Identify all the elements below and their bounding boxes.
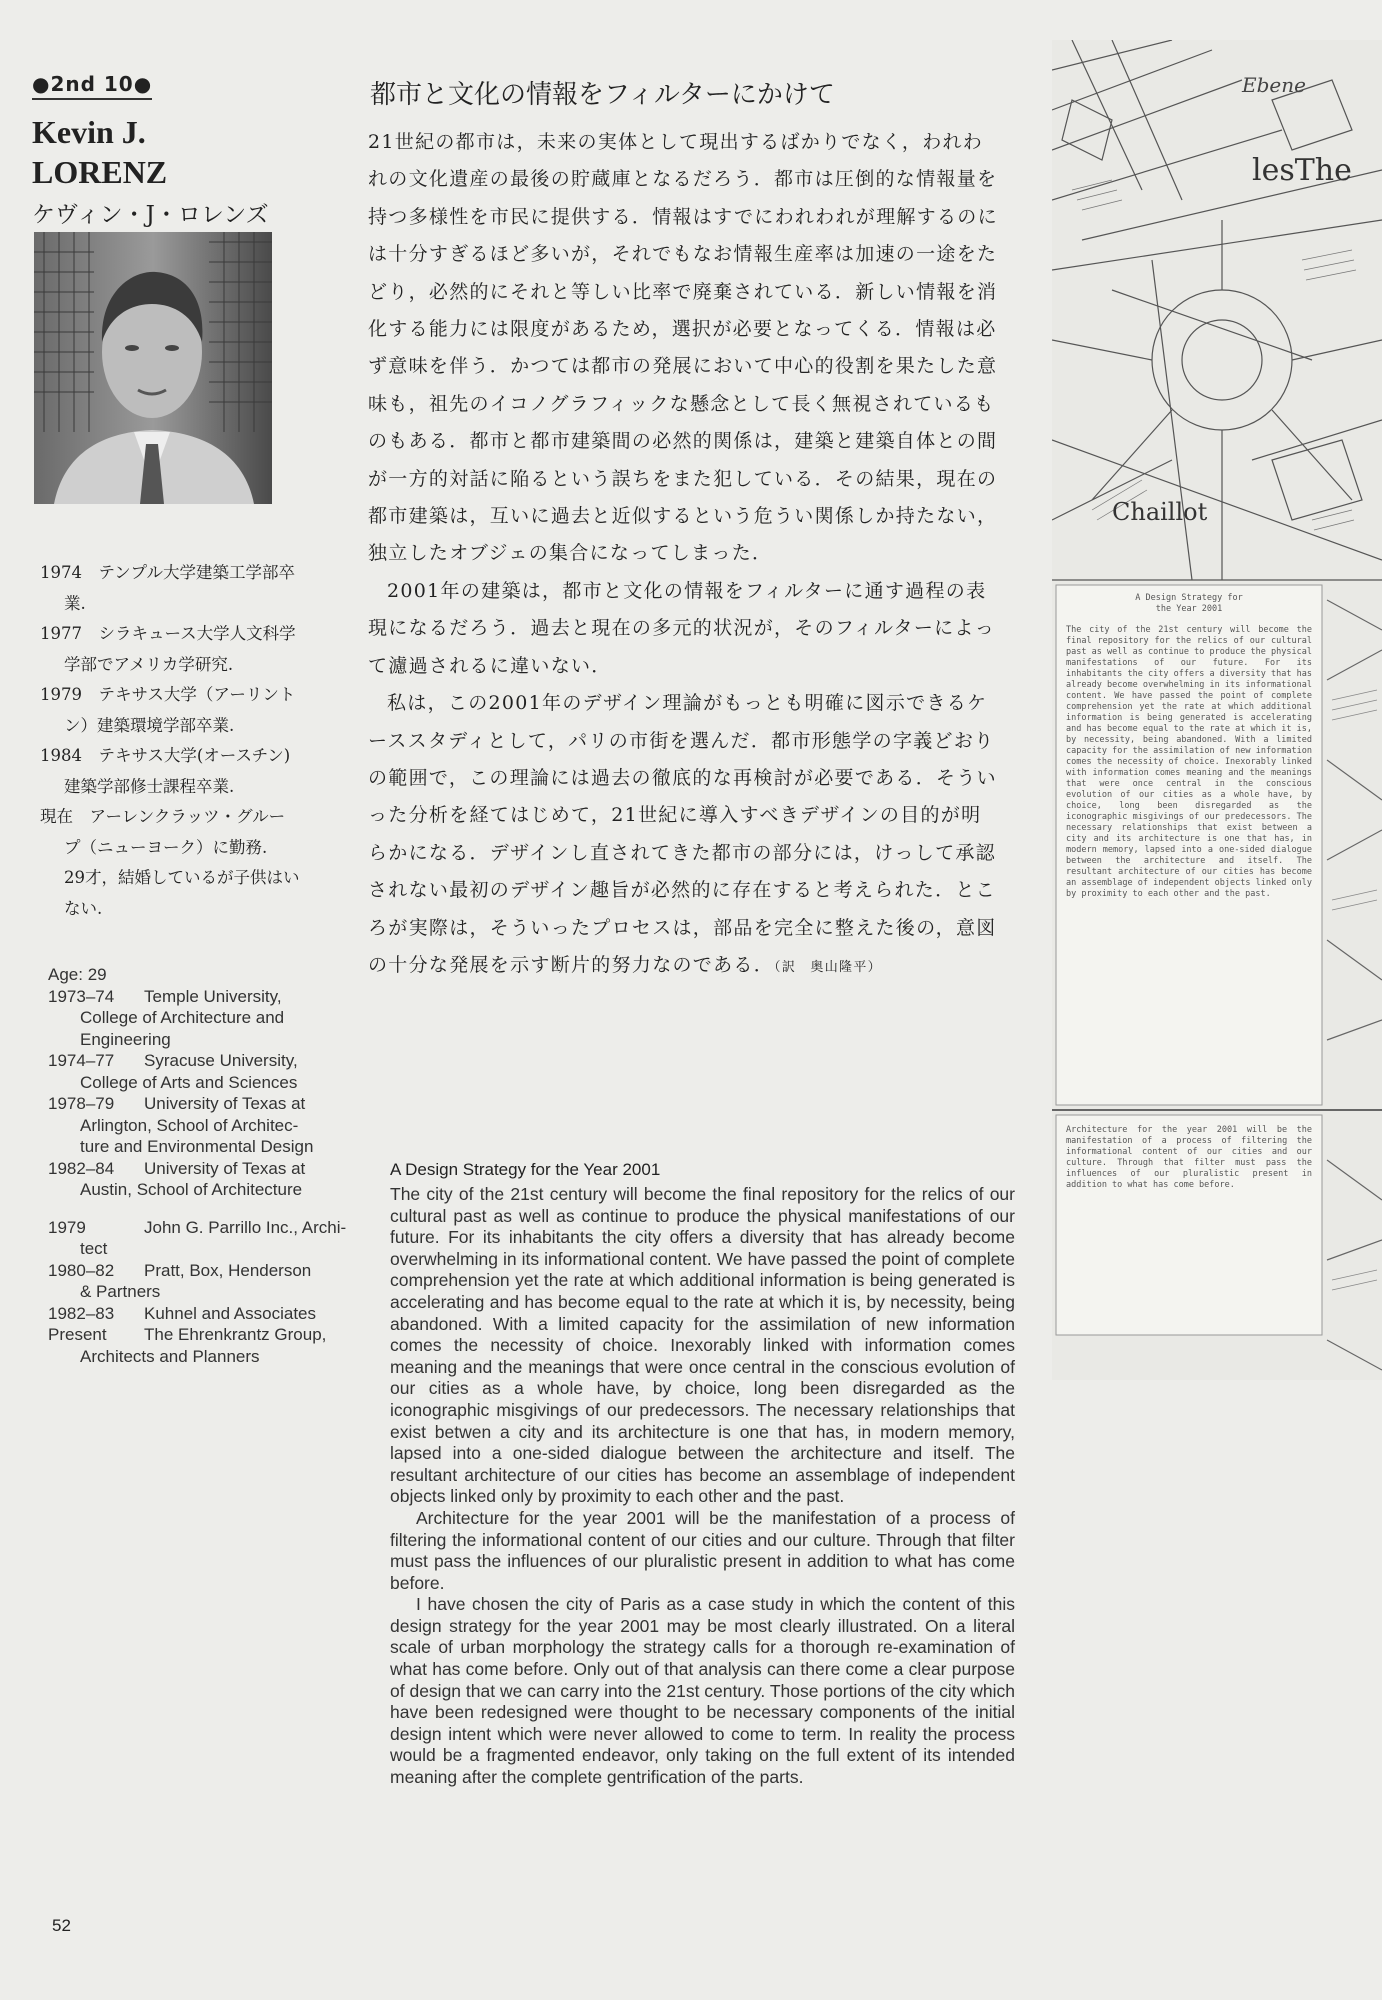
work-item: Present The Ehrenkrantz Group, [48,1325,327,1344]
english-paragraph: The city of the 21st century will become the final repository for the relics of our cultural past as well as continue to produce the physical manifestations of our future. For its inhabitants the city offers a diversity that has already become overwhelming in its informational content. We have passed the point of complete comprehension yet the rate at which additional information is being generated is accelerating and has become equal to the rate at which it is, by necessity, being abandoned. With a limited capacity for the assimilation of new information comes the necessity of choice. Inexorably linked with information comes meaning and the meanings that were once central in the conscious evolution of our cities as a whole have, by choice, long been disregarded as the iconographic misgivings of our predecessors. The necessary relationships that exist betwen a city and its architecture is one that has, in modern memory, lapsed into a one-sided dialogue between the architecture and itself. The resultant architecture of our cities has become an assemblage of independent objects linked only by proximity to each other and the past. [390,1184,1015,1507]
english-paragraph: I have chosen the city of Paris as a case study in which the content of this design strategy for the year 2001 may be most clearly illustrated. On a literal scale of urban morphology the strategy calls for a thorough re-examination of what has come before. Only out of that analysis can there come a clear purpose of design that we can carry into the 21st century. Those portions of the city which have been redesigned were thought to be necessary components of the initial design intent which were never allowed to come to term. In reality the process would be a fragmented endeavor, only taking on the full extent of its intended meaning after the complete gentrification of the parts. [390,1594,1015,1788]
page-number: 52 [52,1916,71,1935]
education-item: 1982–84 University of Texas at [48,1158,306,1178]
map-label-ebene: Ebene [1242,73,1306,97]
japanese-paragraph: 私は，この2001年のデザイン理論がもっとも明確に図示できるケーススタディとして，パリの市街を選んだ．都市形態学の字義どおりの範囲で，この理論には過去の徹底的な再検討が必要である．そういった分析を経てはじめて，21世紀に導入すべきデザインの目的が明らかになる．デザインし直されてきた都市の部分には，けっして承認されない最初のデザイン趣旨が必然的に存在すると考えられた．ところが実際は，そういったプロセスは，部品を完全に整えた後の，意図の十分な発展を示す断片的努力なのである．（訳 奥山隆平） [368,692,997,976]
english-essay-title: A Design Strategy for the Year 2001 [390,1160,661,1179]
jbio-entry-cont: プ（ニューヨーク）に勤務. [64,837,268,857]
competition-rank: ●2nd 10● [32,72,152,100]
education-item: 1978–79 University of Texas at [48,1094,306,1113]
architect-name-katakana: ケヴィン・J・ロレンズ [32,202,269,228]
map-label-chaillot: Chaillot [1112,498,1208,526]
education-item-cont: Engineering [80,1029,171,1049]
jbio-entry: 1984 テキサス大学(オースチン) [40,746,291,765]
education-item-cont: Austin, School of Architecture [80,1180,303,1199]
english-biography [48,964,348,1367]
english-paragraph: Architecture for the year 2001 will be the manifestation of a process of filtering the informational content of our cities and our culture. Through that filter must pass the influences of our pluralistic present in addition to what has come before. [390,1507,1015,1593]
portrait-photo [34,232,272,504]
work-item-cont: tect [80,1239,108,1258]
card2-text: Architecture for the year 2001 will be the manifestation of a process of filtering the informational content of our cities and our culture. Through that filter must pass the influences of our pluralistic present in addition to what has come before. [1066,1125,1312,1190]
card1-title: A Design Strategy for the Year 2001 [1135,593,1243,614]
map-label-lesthe: lesThe [1252,153,1352,188]
japanese-essay-body [368,124,998,986]
education-item-cont: College of Arts and Sciences [80,1072,298,1092]
jbio-note: ない. [64,898,103,918]
portrait-illustration [34,232,272,504]
jbio-entry-cont: ン）建築環境学部卒業. [64,715,235,735]
translator-credit: （訳 奥山隆平） [774,959,882,975]
name-line1: Kevin J. [32,114,146,150]
education-item-cont: Arlington, School of Architec- [80,1115,299,1135]
name-line2: LORENZ [32,154,168,190]
jbio-entry-cont: 学部でアメリカ学研究. [64,654,234,674]
work-item-cont: Architects and Planners [80,1346,260,1366]
japanese-biography [40,558,345,924]
education-item: 1973–74 Temple University, [48,986,282,1006]
work-list [48,1217,348,1368]
card1-text: The city of the 21st century will become the final repository for the relics of our cultural past as well as continue to produce the physical manifestations of our future. For its inhabitants the city offers a diversity that has already become overwhelming in its informational content. We have passed the point of complete comprehension yet the rate at which additional information is being generated is accelerating and has become equal to the rate at which it is, by necessity, being abandoned. With a limited capacity for the assimilation of new information comes the necessity of choice. Inexorably linked with information comes meaning and the meanings that were once central in the conscious evolution of our cities as a whole have, by choice, long been disregarded as the iconographic misgivings of our predecessors. The necessary relationships that exist between a city and its architecture is one that has, in modern memory, lapsed into a one-sided dialogue between the architecture and itself. The resultant architecture of our cities has become an assemblage of independent objects linked only by proximity to each other and the past. [1066,625,1312,899]
jbio-note: 29才，結婚しているが子供はい [64,868,300,887]
paris-map-drawing [1052,40,1382,1380]
japanese-paragraph: 21世紀の都市は，未来の実体として現出するばかりでなく，われわれの文化遺産の最後の貯蔵庫となるだろう．都市は圧倒的な情報量を持つ多様性を市民に提供する．情報はすでにわれわれが理解するのには十分すぎるほど多いが，それでもなお情報生産率は加速の一途をたどり，必然的にそれと等しい比率で廃棄されている．新しい情報を消化する能力には限度があるため，選択が必要となってくる．情報は必ず意味を伴う．かつては都市の発展において中心的役割を果たした意味も，祖先のイコノグラフィックな懸念として長く無視されているものもある．都市と都市建築間の必然的関係は，建築と建築自体との間が一方的対話に陥るという誤ちをまた犯している．その結果，現在の都市建築は，互いに過去と近似するという危うい関係しか持たない，独立したオブジェの集合になってしまった． [368,131,998,565]
japanese-paragraph: 2001年の建築は，都市と文化の情報をフィルターに通す過程の表現になるだろう．過去と現在の多元的状況が，そのフィルターによって濾過されるに違いない． [368,579,996,677]
jbio-entry-cont: 業. [64,593,86,613]
education-list [48,986,348,1201]
age: Age: 29 [48,965,107,984]
jbio-entry: 1979 テキサス大学（アーリント [40,685,296,704]
jbio-entry: 1977 シラキュース大学人文科学 [40,624,296,643]
work-item: 1982–83 Kuhnel and Associates [48,1303,317,1323]
work-item-cont: & Partners [80,1282,161,1301]
work-item: 1979 John G. Parrillo Inc., Archi- [48,1217,347,1237]
education-item: 1974–77 Syracuse University, [48,1051,298,1070]
jbio-entry-cont: 建築学部修士課程卒業. [64,776,235,796]
education-item-cont: ture and Environmental Design [80,1137,314,1156]
jbio-entry: 現在 アーレンクラッツ・グルー [40,807,286,826]
jbio-entry: 1974 テンプル大学建築工学部卒 [40,563,296,582]
education-item-cont: College of Architecture and [80,1008,285,1027]
architect-name [32,112,167,192]
japanese-essay-title: 都市と文化の情報をフィルターにかけて [370,80,835,110]
work-item: 1980–82 Pratt, Box, Henderson [48,1260,312,1280]
english-essay-body [390,1184,1015,1789]
